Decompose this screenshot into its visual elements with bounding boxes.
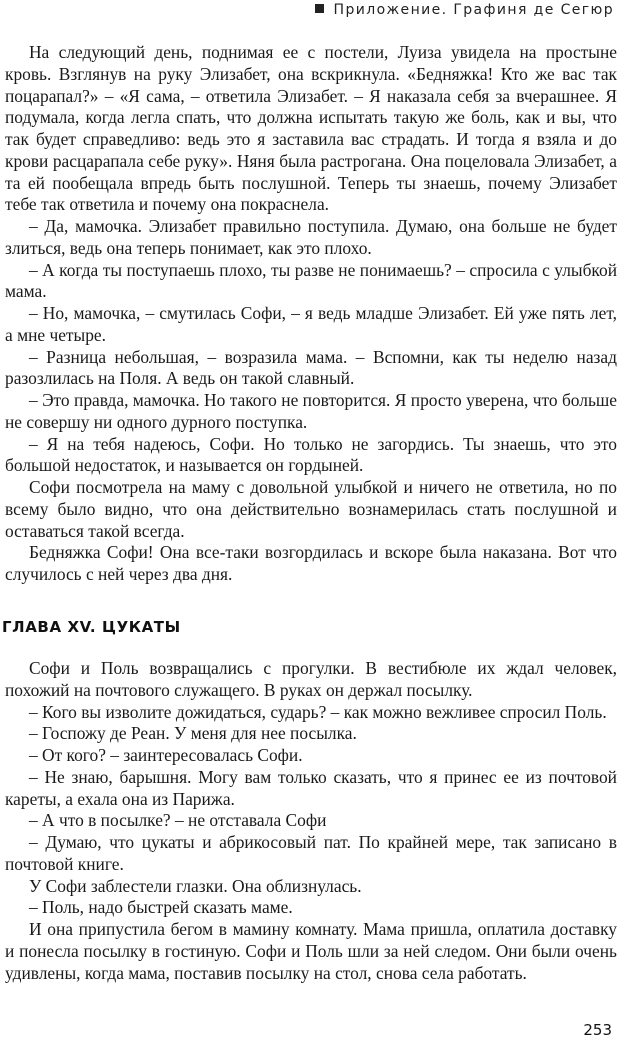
header-square-bullet <box>315 4 324 13</box>
paragraph: Софи посмотрела на маму с довольной улыбкой и ничего не ответила, но по всему было видно, что она действительно вознамерилась стать послушной и оставаться такой всегда. <box>5 477 617 541</box>
paragraph: – А когда ты поступаешь плохо, ты разве не понимаешь? – спросила с улыбкой мама. <box>5 259 617 302</box>
paragraph: – Думаю, что цукаты и абрикосовый пат. По крайней мере, так записано в почтовой книге. <box>5 832 617 874</box>
paragraph: – От кого? – заинтересовалась Софи. <box>29 745 303 765</box>
paragraph: На следующий день, поднимая ее с постели, Луиза увидела на простыне кровь. Взглянув на руку Элизабет, она вскрикнула. «Бедняжка! Кто же вас так поцарапал?» – «Я сама, – ответила Элизабет. – Я наказала себя за вчерашнее. Я подумала, когда легла спать, что должна испытать такую же боль, как и вы, что так будет справедливо: ведь это я заставила вас страдать. И тогда я взяла и до крови расцарапала себе руку». Няня была растрогана. Она поцеловала Элизабет, а та ей пообещала впредь быть послушной. Теперь ты знаешь, почему Элизабет тебе так ответила и почему она покраснела. <box>5 42 617 215</box>
page-number: 253 <box>583 1021 612 1039</box>
paragraph: – Я на тебя надеюсь, Софи. Но только не загордись. Ты знаешь, что это большой недостаток, и называется он гордыней. <box>5 433 617 476</box>
paragraph: Бедняжка Софи! Она все-таки возгордилась и вскоре была наказана. Вот что случилось с ней через два дня. <box>5 542 617 584</box>
running-header <box>315 2 614 18</box>
paragraph: – Кого вы изволите дожидаться, сударь? – как можно вежливее спросил Поль. <box>29 701 607 722</box>
paragraph: – Госпожу де Реан. У меня для нее посылка. <box>29 723 357 744</box>
paragraph: – А что в посылке? – не отставала Софи <box>29 810 327 831</box>
paragraph: Софи и Поль возвращались с прогулки. В вестибюле их ждал человек, похожий на почтового служащего. В руках он держал посылку. <box>5 658 617 700</box>
paragraph: – Разница небольшая, – возразила мама. – Вспомни, как ты неделю назад разозлилась на Поля. А ведь он такой славный. <box>5 346 617 389</box>
paragraph: – Это правда, мамочка. Но такого не повторится. Я просто уверена, что больше не совершу ни одного дурного поступка. <box>5 390 617 432</box>
paragraph: – Но, мамочка, – смутилась Софи, – я ведь младше Элизабет. Ей уже пять лет, а мне четыре. <box>5 303 617 345</box>
chapter-heading: ГЛАВА XV. ЦУКАТЫ <box>2 618 181 636</box>
running-title: Приложение. Графиня де Сегюр <box>333 2 614 18</box>
paragraph: У Софи заблестели глазки. Она облизнулась. <box>29 875 362 896</box>
paragraph: И она припустила бегом в мамину комнату. Мама пришла, оплатила доставку и понесла посылку в гостиную. Софи и Поль шли за ней следом. Они были очень удивлены, когда мама, поставив посылку на стол, снова села работать. <box>5 919 617 983</box>
text-block-before-chapter <box>5 42 617 586</box>
paragraph: – Поль, надо быстрей сказать маме. <box>29 897 293 918</box>
paragraph: – Не знаю, барышня. Могу вам только сказать, что я принес ее из почтовой кареты, а ехала она из Парижа. <box>5 766 617 809</box>
paragraph: – Да, мамочка. Элизабет правильно поступила. Думаю, она больше не будет злиться, ведь она теперь понимает, как это плохо. <box>5 216 617 258</box>
text-block-chapter-body <box>5 658 617 984</box>
